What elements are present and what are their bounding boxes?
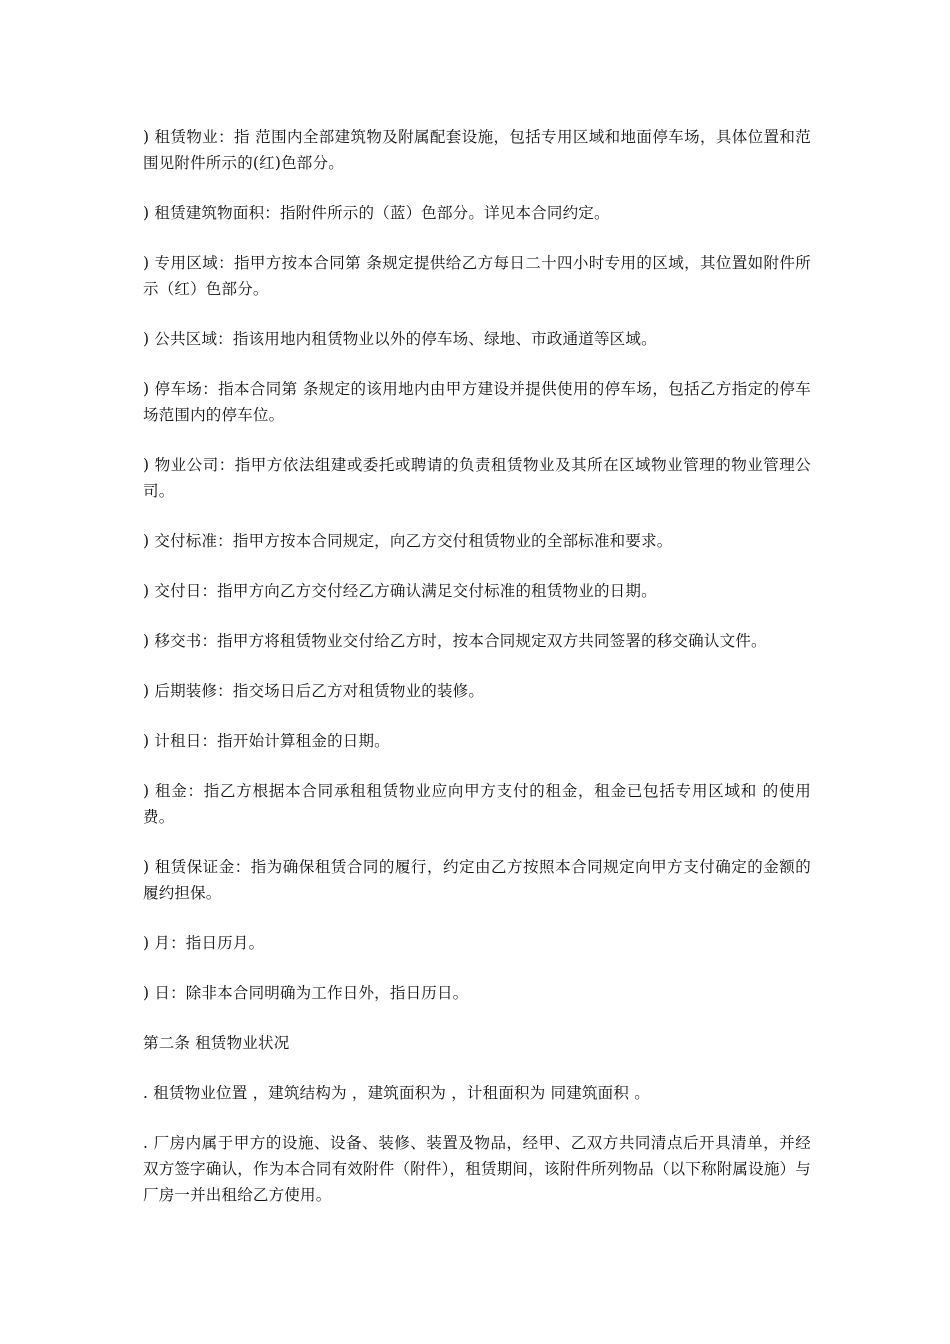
property-location-clause: . 租赁物业位置 ，建筑结构为 ，建筑面积为 ，计租面积为 同建筑面积 。 (143, 1084, 650, 1102)
definition-handover-document: ) 移交书：指甲方将租赁物业交付给乙方时，按本合同规定双方共同签署的移交确认文件。 (143, 632, 767, 650)
definition-day: ) 日：除非本合同明确为工作日外，指日历日。 (143, 984, 469, 1002)
definition-public-area: ) 公共区域：指该用地内租赁物业以外的停车场、绿地、市政通道等区域。 (143, 330, 657, 348)
definition-leased-property: ) 租赁物业：指 范围内全部建筑物及附属配套设施，包括专用区域和地面停车场，具体位置和范围见附件所示的(红)色部分。 (143, 128, 811, 172)
definition-delivery-date: ) 交付日：指甲方向乙方交付经乙方确认满足交付标准的租赁物业的日期。 (143, 582, 657, 600)
definition-building-area: ) 租赁建筑物面积：指附件所示的（蓝）色部分。详见本合同约定。 (143, 204, 610, 222)
definition-exclusive-area: ) 专用区域：指甲方按本合同第 条规定提供给乙方每日二十四小时专用的区域，其位置如附件所示（红）色部分。 (143, 254, 811, 298)
definition-rent: ) 租金：指乙方根据本合同承租租赁物业应向甲方支付的租金，租金已包括专用区域和 的使用费。 (143, 782, 811, 826)
document-body (143, 124, 811, 1232)
article-2-heading: 第二条 租赁物业状况 (143, 1034, 290, 1052)
definition-delivery-standard: ) 交付标准：指甲方按本合同规定，向乙方交付租赁物业的全部标准和要求。 (143, 532, 673, 550)
definition-later-decoration: ) 后期装修：指交场日后乙方对租赁物业的装修。 (143, 682, 485, 700)
definition-security-deposit: ) 租赁保证金：指为确保租赁合同的履行，约定由乙方按照本合同规定向甲方支付确定的金额的履约担保。 (143, 858, 811, 902)
attached-facilities-clause: . 厂房内属于甲方的设施、设备、装修、装置及物品，经甲、乙双方共同清点后开具清单，并经双方签字确认，作为本合同有效附件（附件），租赁期间，该附件所列物品（以下称附属设施）与厂房一并出租给乙方使用。 (143, 1134, 811, 1204)
definition-parking-lot: ) 停车场：指本合同第 条规定的该用地内由甲方建设并提供使用的停车场，包括乙方指定的停车场范围内的停车位。 (143, 380, 811, 424)
definition-rent-start-date: ) 计租日：指开始计算租金的日期。 (143, 732, 390, 750)
definition-month: ) 月：指日历月。 (143, 934, 265, 952)
definition-property-company: ) 物业公司：指甲方依法组建或委托或聘请的负责租赁物业及其所在区域物业管理的物业管理公司。 (143, 456, 811, 500)
